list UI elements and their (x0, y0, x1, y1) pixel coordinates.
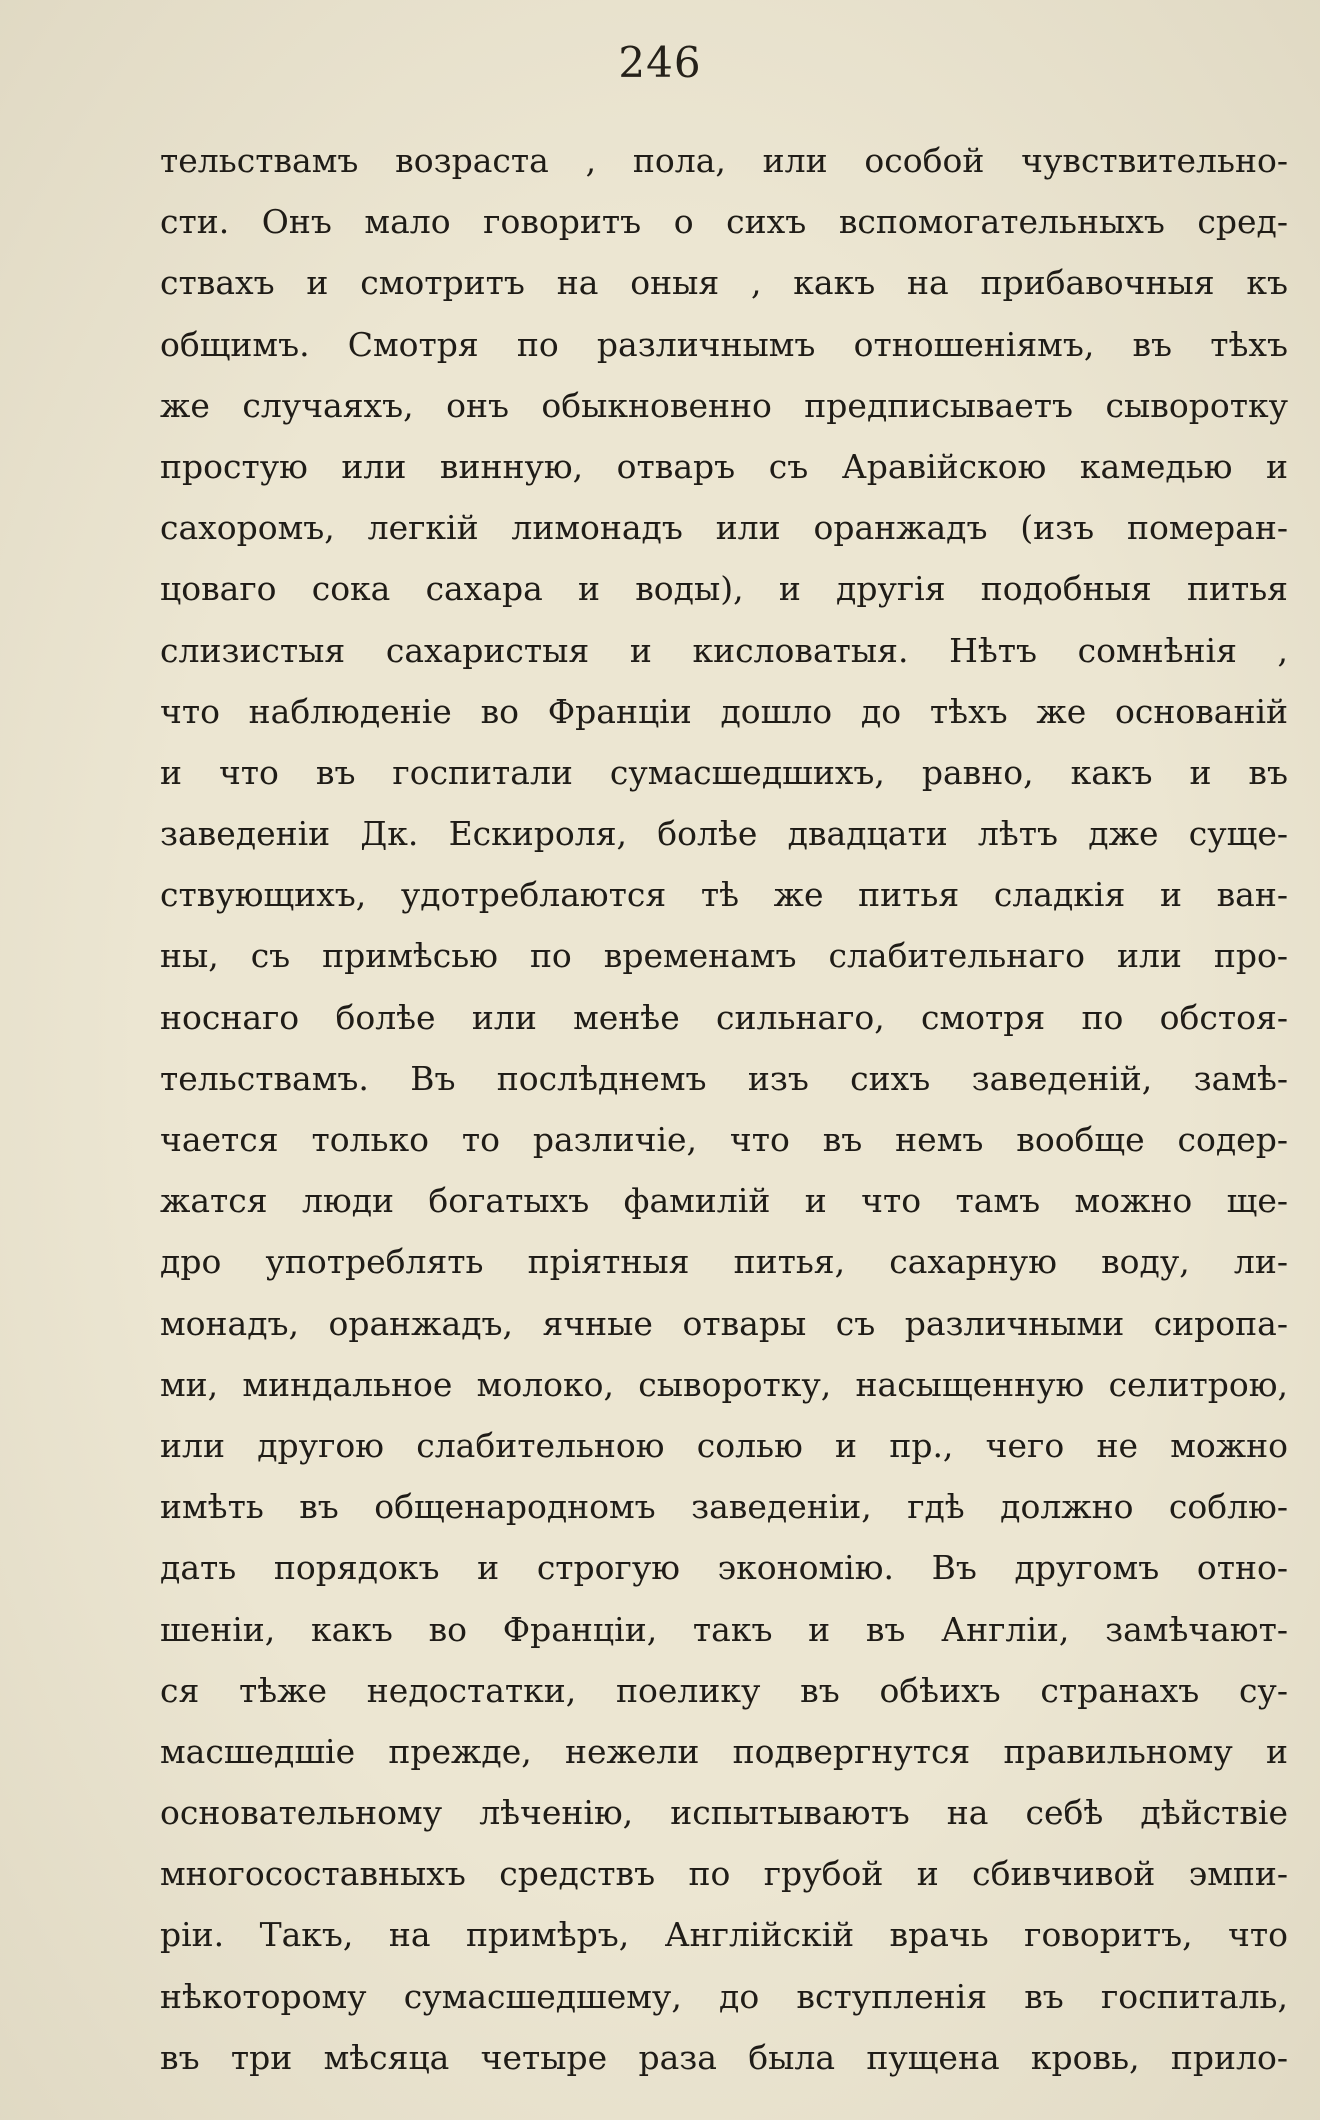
text-line: цоваго сока сахара и воды), и другія подобныя питья (160, 569, 1288, 609)
text-line: сти. Онъ мало говоритъ о сихъ вспомогательныхъ сред- (160, 202, 1288, 242)
text-line: жатся люди богатыхъ фамилій и что тамъ можно ще- (160, 1181, 1288, 1221)
text-line: многосоставныхъ средствъ по грубой и сбивчивой эмпи- (160, 1854, 1288, 1894)
text-line: дро употреблять пріятныя питья, сахарную воду, ли- (160, 1242, 1288, 1282)
text-line: же случаяхъ, онъ обыкновенно предписываетъ сыворотку (160, 385, 1288, 425)
text-line: основательному лѣченію, испытываютъ на себѣ дѣйствіе (160, 1793, 1288, 1833)
text-line: сахоромъ, легкій лимонадъ или оранжадъ (изъ померан- (160, 508, 1288, 548)
text-line: ріи. Такъ, на примѣръ, Англійскій врачь говоритъ, что (160, 1915, 1288, 1955)
text-line: дать порядокъ и строгую экономію. Въ другомъ отно- (160, 1548, 1288, 1588)
text-line: или другою слабительною солью и пр., чего не можно (160, 1425, 1288, 1465)
text-line: простую или винную, отваръ съ Аравійскою камедью и (160, 446, 1288, 486)
text-line: общимъ. Смотря по различнымъ отношеніямъ, въ тѣхъ (160, 324, 1288, 364)
text-line: тельствамъ возраста , пола, или особой чувствительно- (160, 141, 1288, 180)
text-line: слизистыя сахаристыя и кисловатыя. Нѣтъ сомнѣнія , (160, 630, 1288, 670)
text-line: и что въ госпитали сумасшедшихъ, равно, какъ и въ (160, 752, 1288, 792)
text-line: въ три мѣсяца четыре раза была пущена кровь, прило- (160, 2037, 1288, 2077)
text-line: монадъ, оранжадъ, ячные отвары съ различными сиропа- (160, 1303, 1288, 1343)
text-line: тельствамъ. Въ послѣднемъ изъ сихъ заведеній, замѣ- (160, 1058, 1288, 1098)
text-line: масшедшіе прежде, нежели подвергнутся правильному и (160, 1731, 1288, 1771)
text-line: чается только то различіе, что въ немъ вообще содер- (160, 1120, 1288, 1159)
text-line: ся тѣже недостатки, поелику въ обѣихъ странахъ су- (160, 1670, 1288, 1710)
text-line: ны, съ примѣсью по временамъ слабительнаго или про- (160, 936, 1288, 976)
body-text (160, 130, 1288, 2088)
text-line: ствахъ и смотритъ на оныя , какъ на прибавочныя къ (160, 263, 1288, 303)
text-line: нѣкоторому сумасшедшему, до вступленія въ госпиталь, (160, 1976, 1288, 2016)
text-line: ми, миндальное молоко, сыворотку, насыщенную селитрою, (160, 1364, 1288, 1404)
text-line: шеніи, какъ во Франціи, такъ и въ Англіи, замѣчают- (160, 1609, 1288, 1649)
text-line: что наблюденіе во Франціи дошло до тѣхъ же основаній (160, 691, 1288, 731)
text-line: ствующихъ, удотреблаются тѣ же питья сладкія и ван- (160, 875, 1288, 915)
text-line: заведеніи Дк. Ескироля, болѣе двадцати лѣтъ дже суще- (160, 814, 1288, 854)
page-number: 246 (618, 38, 702, 87)
text-line: имѣть въ общенародномъ заведеніи, гдѣ должно соблю- (160, 1487, 1288, 1527)
text-line: носнаго болѣе или менѣе сильнаго, смотря по обстоя- (160, 997, 1288, 1037)
